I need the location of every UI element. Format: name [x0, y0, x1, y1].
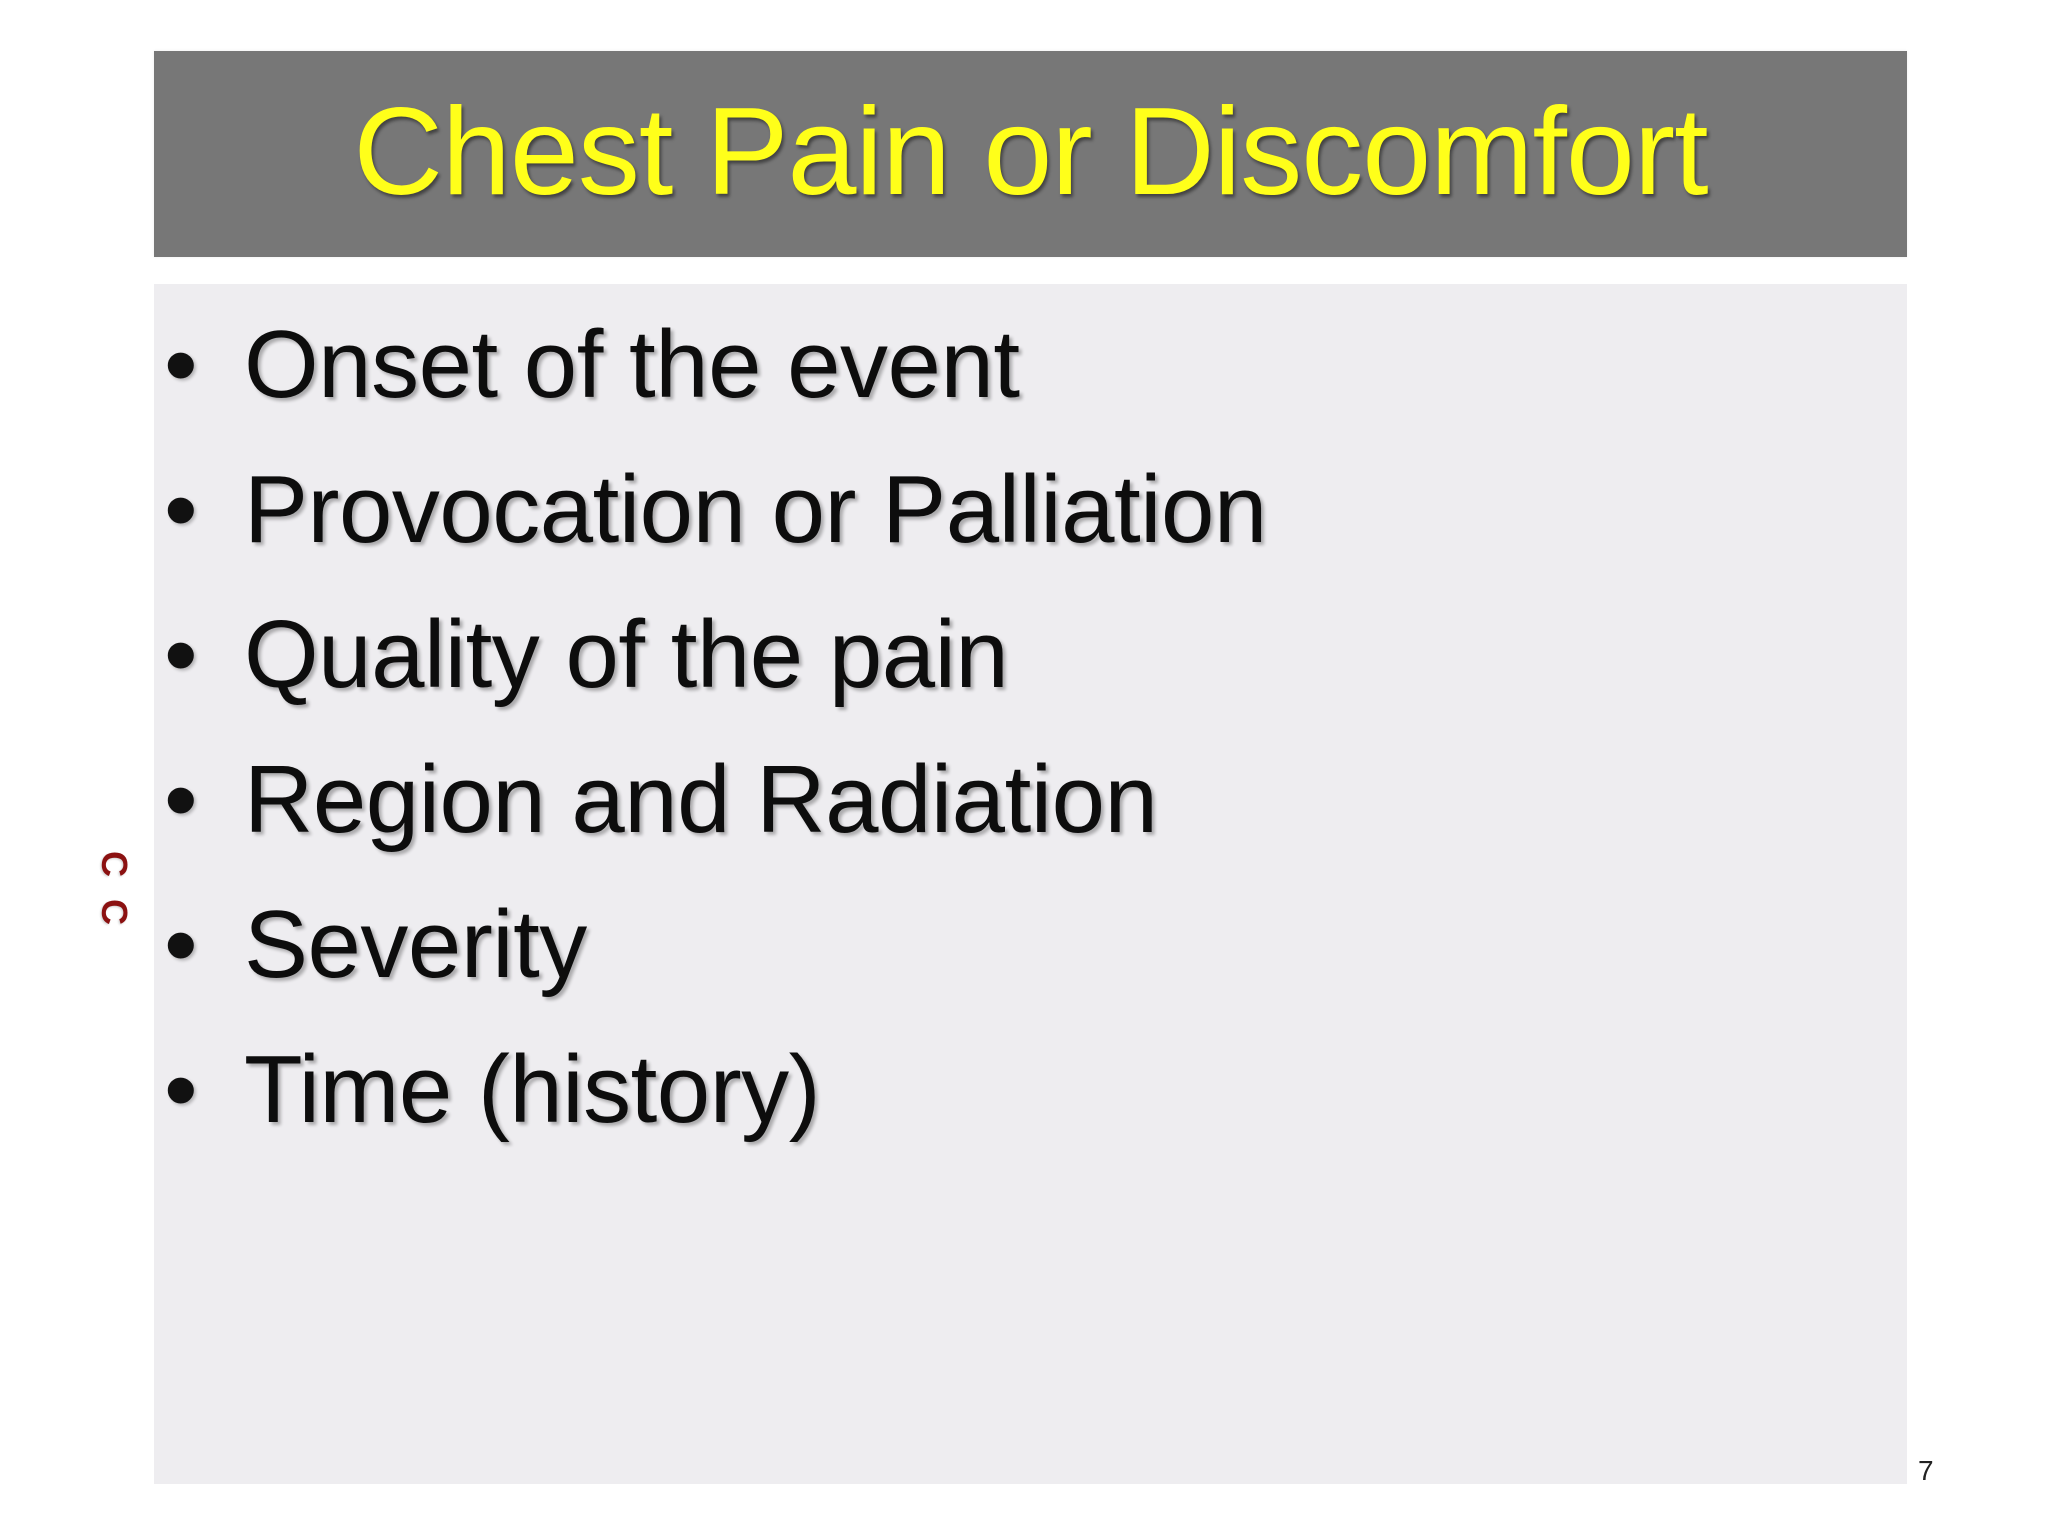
- page-number: 7: [1918, 1455, 1934, 1486]
- side-label: [92, 846, 136, 936]
- bullet-icon: •: [164, 601, 198, 708]
- bullet-text: Severity: [244, 891, 587, 998]
- bullet-text: Region and Radiation: [244, 746, 1158, 853]
- bullet-icon: •: [164, 311, 198, 418]
- bullet-icon: •: [164, 456, 198, 563]
- title-bar: [154, 51, 1907, 257]
- slide-title: Chest Pain or Discomfort: [353, 83, 1708, 221]
- bullet-icon: •: [164, 1036, 198, 1143]
- bullet-text: Time (history): [244, 1036, 821, 1143]
- bullet-text: Quality of the pain: [244, 601, 1009, 708]
- bullet-icon: •: [164, 746, 198, 853]
- content-area: [154, 284, 1907, 1484]
- bullet-text: Onset of the event: [244, 311, 1020, 418]
- bullet-icon: •: [164, 891, 198, 998]
- bullet-text: Provocation or Palliation: [244, 456, 1267, 563]
- side-label-text: C C: [94, 851, 135, 931]
